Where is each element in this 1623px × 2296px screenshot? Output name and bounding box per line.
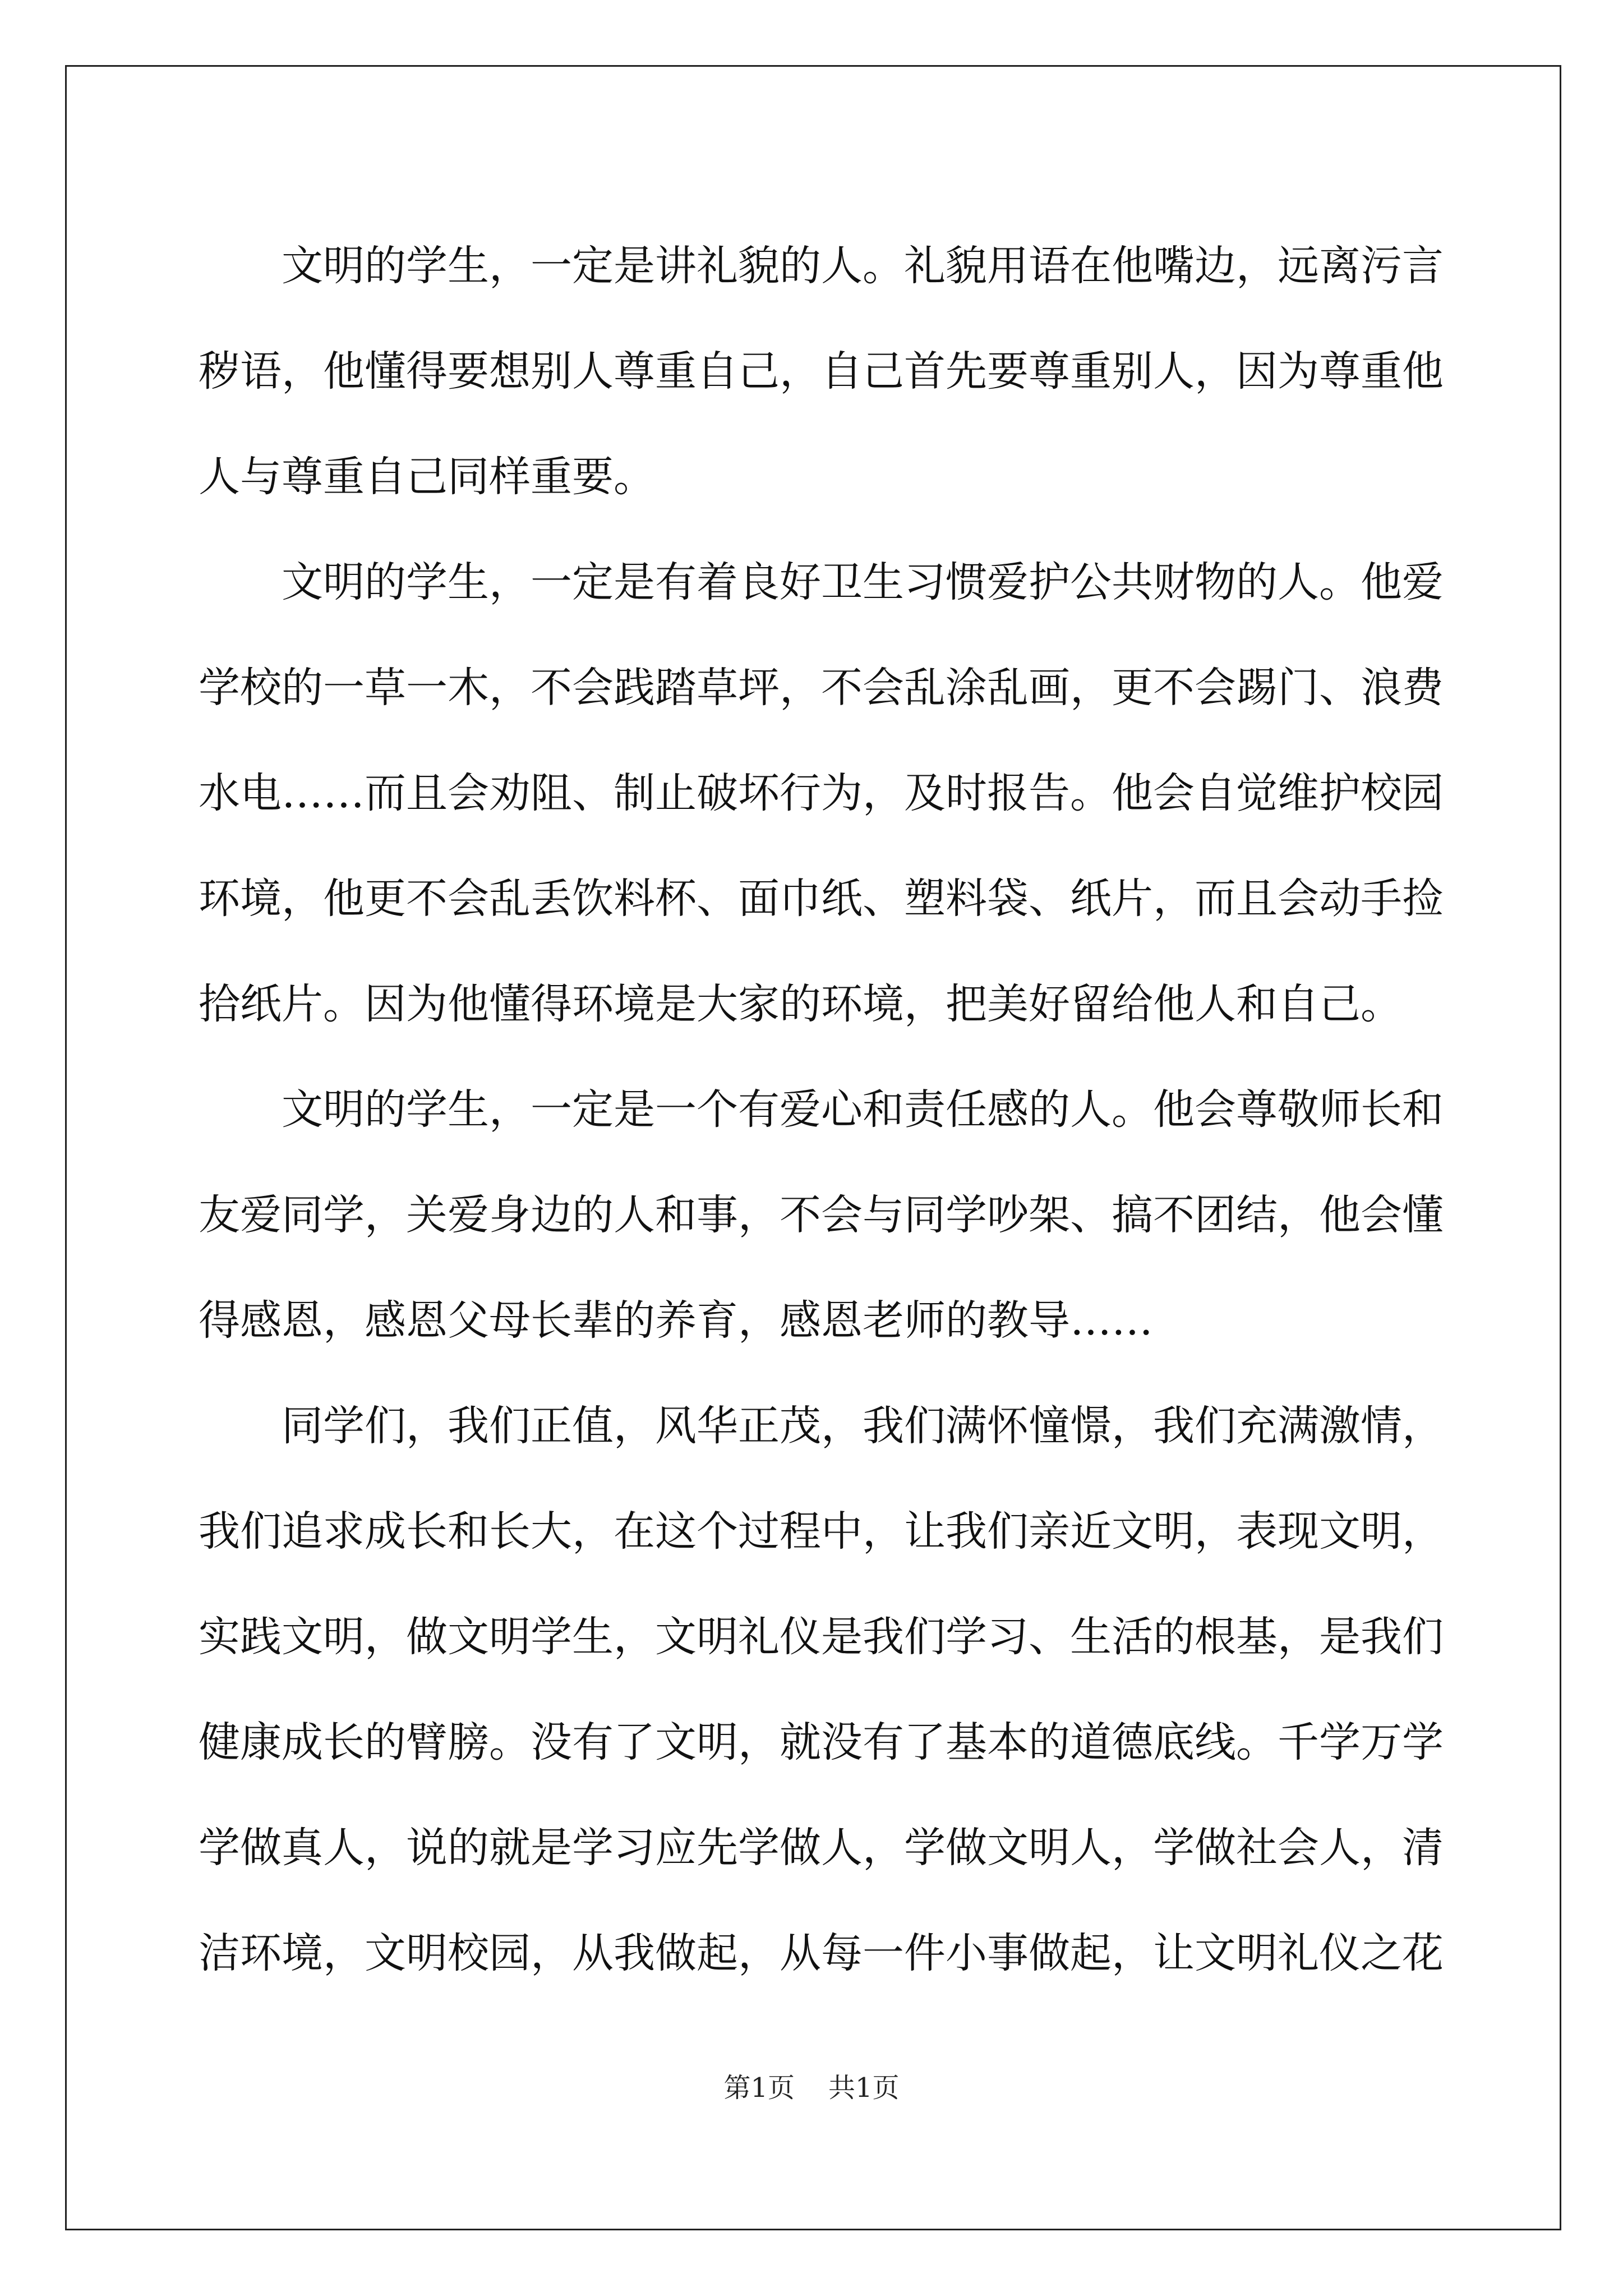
text-line: 文明的学生，一定是一个有爱心和责任感的人。他会尊敬师长和 xyxy=(282,1085,1444,1134)
text-line: 学校的一草一木，不会践踏草坪，不会乱涂乱画，更不会踢门、浪费 xyxy=(199,664,1444,712)
text-line: 学做真人，说的就是学习应先学做人，学做文明人，学做社会人，清 xyxy=(199,1824,1444,1872)
text-line: 实践文明，做文明学生，文明礼仪是我们学习、生活的根基，是我们 xyxy=(199,1613,1444,1661)
text-line: 友爱同学，关爱身边的人和事，不会与同学吵架、搞不团结，他会懂 xyxy=(199,1191,1444,1239)
text-line: 同学们，我们正值，风华正茂，我们满怀憧憬，我们充满激情， xyxy=(282,1402,1444,1450)
text-line: 洁环境，文明校园，从我做起，从每一件小事做起，让文明礼仪之花 xyxy=(199,1929,1444,1977)
page-total: 共1页 xyxy=(828,2072,900,2104)
text-line: 拾纸片。因为他懂得环境是大家的环境，把美好留给他人和自己。 xyxy=(199,980,1402,1028)
text-line: 秽语，他懂得要想别人尊重自己，自己首先要尊重别人，因为尊重他 xyxy=(199,347,1444,395)
text-line: 文明的学生，一定是有着良好卫生习惯爱护公共财物的人。他爱 xyxy=(282,558,1444,606)
text-line: 文明的学生，一定是讲礼貌的人。礼貌用语在他嘴边，远离污言 xyxy=(282,242,1444,290)
text-line: 得感恩，感恩父母长辈的养育，感恩老师的教导…… xyxy=(199,1296,1153,1345)
text-line: 水电……而且会劝阻、制止破坏行为，及时报告。他会自觉维护校园 xyxy=(199,769,1444,817)
page-number: 第1页 xyxy=(723,2072,795,2104)
text-line: 健康成长的臂膀。没有了文明，就没有了基本的道德底线。千学万学 xyxy=(199,1718,1444,1766)
document-body xyxy=(199,213,1444,2006)
page-footer xyxy=(0,2071,1623,2105)
text-line: 人与尊重自己同样重要。 xyxy=(199,453,655,501)
text-line: 环境，他更不会乱丢饮料杯、面巾纸、塑料袋、纸片，而且会动手捡 xyxy=(199,875,1444,923)
text-line: 我们追求成长和长大，在这个过程中，让我们亲近文明，表现文明， xyxy=(199,1507,1444,1556)
